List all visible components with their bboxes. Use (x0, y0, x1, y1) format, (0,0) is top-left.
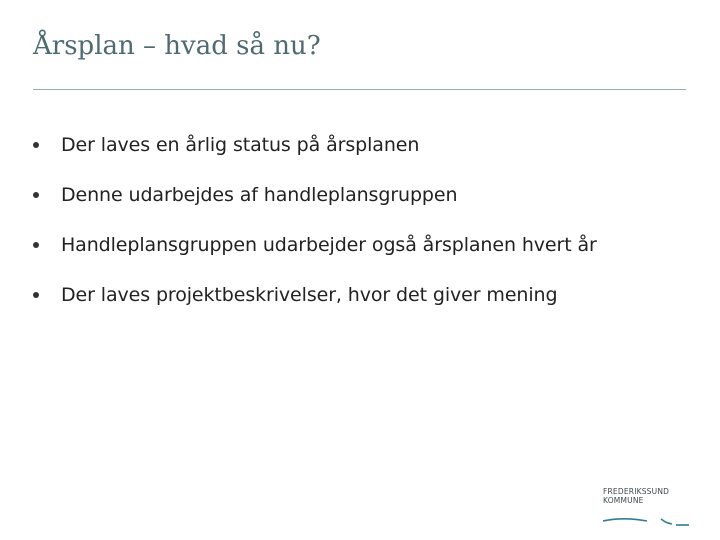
logo-wave-icon (603, 507, 689, 527)
bullet-dot-icon (33, 292, 39, 298)
bullet-text: Der laves projektbeskrivelser, hvor det giver mening (61, 284, 558, 306)
frederikssund-kommune-logo (603, 487, 689, 527)
bullet-item (33, 270, 597, 320)
bullet-list (33, 120, 597, 320)
bullet-dot-icon (33, 142, 39, 148)
bullet-text: Handleplansgruppen udarbejder også årsplanen hvert år (61, 234, 597, 256)
title-divider (33, 89, 686, 90)
logo-text-line2: KOMMUNE (603, 496, 644, 505)
bullet-text: Der laves en årlig status på årsplanen (61, 134, 420, 156)
bullet-dot-icon (33, 192, 39, 198)
bullet-dot-icon (33, 242, 39, 248)
bullet-text: Denne udarbejdes af handleplansgruppen (61, 184, 458, 206)
bullet-item (33, 120, 597, 170)
slide-title: Årsplan – hvad så nu? (33, 31, 321, 61)
bullet-item (33, 170, 597, 220)
logo-text-line1: FREDERIKSSUND (603, 487, 670, 496)
bullet-item (33, 220, 597, 270)
